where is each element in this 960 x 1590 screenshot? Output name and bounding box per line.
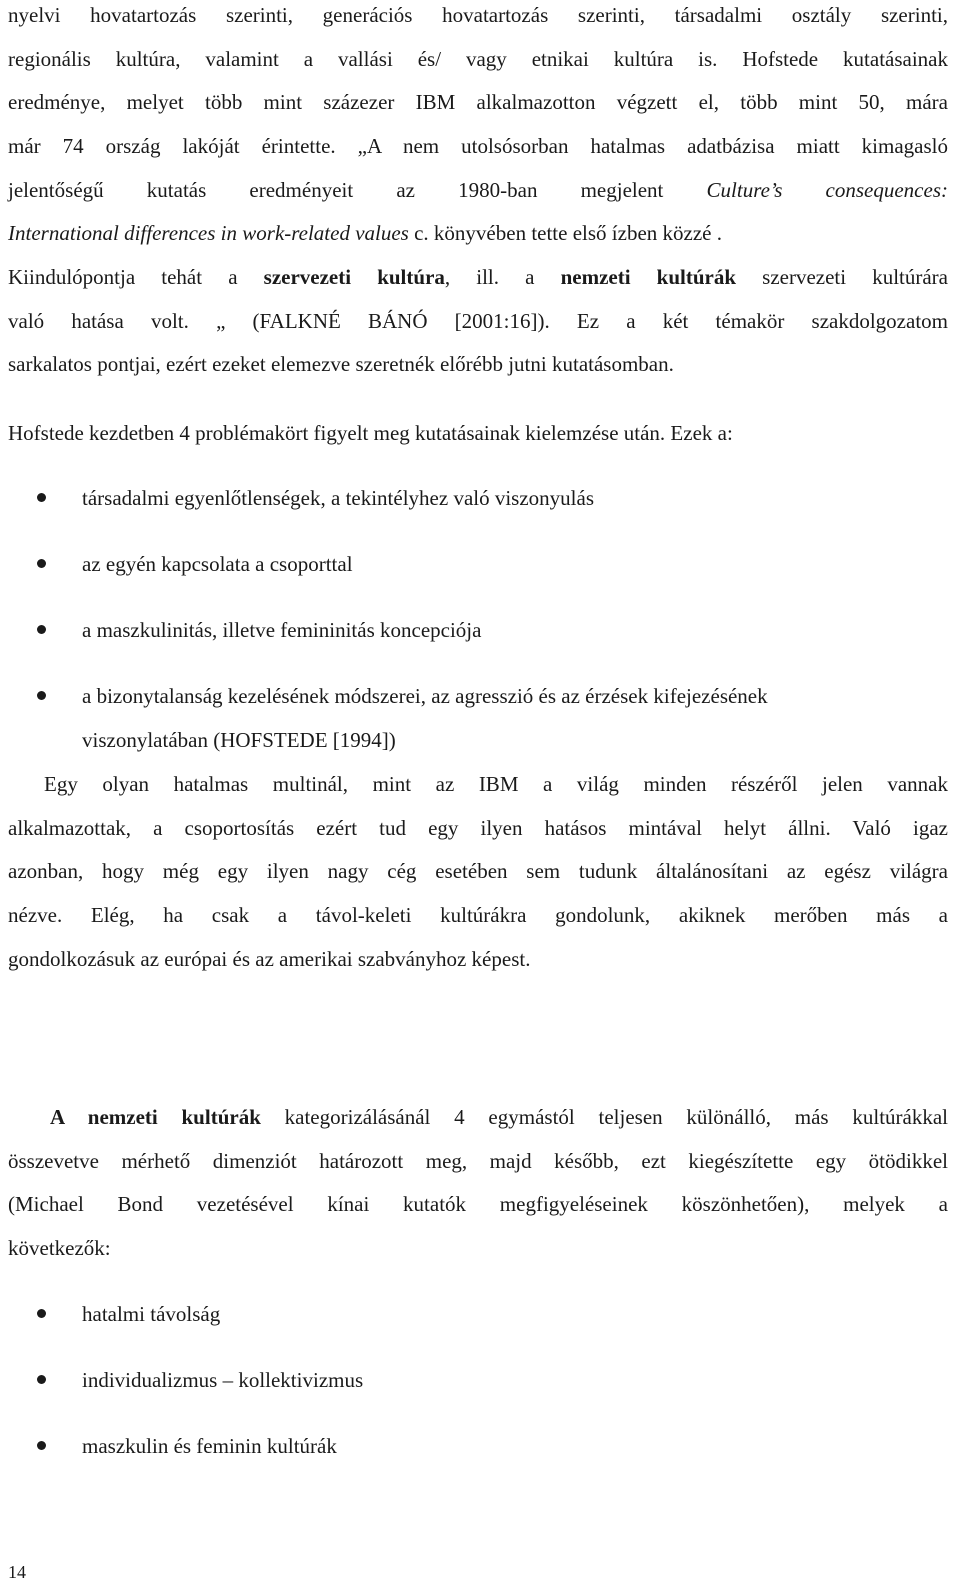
text-span: jelentőségű kutatás eredményeit az 1980-ban megjelent	[8, 178, 707, 202]
text-span: összevetve mérhető dimenziót határozott meg, majd később, ezt kiegészítette egy ötödikkel	[8, 1149, 948, 1173]
text-span: individualizmus – kollektivizmus	[82, 1368, 364, 1392]
list-item	[82, 615, 948, 645]
paragraph-line	[8, 218, 948, 248]
book-title-italic: Culture’s consequences:	[706, 178, 948, 202]
book-title-italic: International differences in work-related values	[8, 221, 409, 245]
text-span: Hofstede kezdetben 4 problémakört figyelt meg kutatásainak kielemzése után. Ezek a:	[8, 421, 733, 445]
text-span: a bizonytalanság kezelésének módszerei, az agresszió és az érzések kifejezésének	[82, 684, 768, 708]
list-item	[82, 549, 948, 579]
text-span: való hatása volt. „ (FALKNÉ BÁNÓ [2001:16]). Ez a két témakör szakdolgozatom	[8, 309, 948, 333]
text-span: már 74 ország lakóját érintette. „A nem utolsósorban hatalmas adatbázisa miatt kimagasló	[8, 134, 948, 158]
text-span: regionális kultúra, valamint a vallási és/ vagy etnikai kultúra is. Hofstede kutatásainak	[8, 47, 948, 71]
paragraph-line	[8, 44, 948, 74]
paragraph-line	[50, 1102, 948, 1132]
list-item	[82, 681, 948, 711]
paragraph-line	[8, 175, 948, 205]
text-span: az egyén kapcsolata a csoporttal	[82, 552, 353, 576]
list-item-continuation	[82, 725, 948, 755]
paragraph-line	[8, 306, 948, 336]
list-item	[82, 483, 948, 513]
text-span: a maszkulinitás, illetve femininitás koncepciója	[82, 618, 482, 642]
bullet-icon	[37, 625, 46, 634]
text-span: Kiindulópontja tehát a	[8, 265, 264, 289]
paragraph-line	[8, 1233, 948, 1263]
bullet-icon	[37, 1441, 46, 1450]
text-span: nyelvi hovatartozás szerinti, generációs hovatartozás szerinti, társadalmi osztály szerinti,	[8, 3, 948, 27]
text-span: sarkalatos pontjai, ezért ezeket elemezve szeretnék előrébb jutni kutatásomban.	[8, 352, 674, 376]
text-span: Egy olyan hatalmas multinál, mint az IBM a világ minden részéről jelen vannak	[44, 772, 948, 796]
text-span: társadalmi egyenlőtlenségek, a tekintélyhez való viszonyulás	[82, 486, 594, 510]
text-span: hatalmi távolság	[82, 1302, 221, 1326]
paragraph-line	[8, 87, 948, 117]
paragraph-line	[8, 349, 948, 379]
text-span: kategorizálásánál 4 egymástól teljesen különálló, más kultúrákkal	[260, 1105, 948, 1129]
text-span: gondolkozásuk az európai és az amerikai szabványhoz képest.	[8, 947, 531, 971]
paragraph-line	[8, 418, 948, 448]
list-item	[82, 1431, 948, 1461]
text-span: szervezeti kultúrára	[736, 265, 949, 289]
text-span: c. könyvében tette első ízben közzé .	[408, 221, 722, 245]
paragraph-line	[8, 813, 948, 843]
text-span: (Michael Bond vezetésével kínai kutatók megfigyeléseinek köszönhetően), melyek a	[8, 1192, 948, 1216]
text-span: azonban, hogy még egy ilyen nagy cég esetében sem tudunk általánosítani az egész világra	[8, 859, 948, 883]
bullet-icon	[37, 1375, 46, 1384]
text-span: viszonylatában (HOFSTEDE [1994])	[82, 728, 396, 752]
bullet-icon	[37, 691, 46, 700]
paragraph-line	[8, 0, 948, 30]
page-number: 14	[8, 1562, 26, 1582]
paragraph-line	[8, 856, 948, 886]
paragraph-line	[8, 262, 948, 292]
bold-term: nemzeti kultúrák	[560, 265, 737, 289]
bullet-icon	[37, 493, 46, 502]
text-span: alkalmazottak, a csoportosítás ezért tud egy ilyen hatásos mintával helyt állni. Való igaz	[8, 816, 948, 840]
paragraph-line	[8, 1146, 948, 1176]
text-span: eredménye, melyet több mint százezer IBM alkalmazotton végzett el, több mint 50, mára	[8, 90, 948, 114]
bold-term: szervezeti kultúra	[263, 265, 445, 289]
paragraph-line	[8, 900, 948, 930]
paragraph-line	[44, 769, 948, 799]
list-item	[82, 1299, 948, 1329]
bullet-icon	[37, 559, 46, 568]
bullet-icon	[37, 1309, 46, 1318]
paragraph-line	[8, 131, 948, 161]
text-span: következők:	[8, 1236, 111, 1260]
bold-term: A nemzeti kultúrák	[50, 1105, 261, 1129]
text-span: maszkulin és feminin kultúrák	[82, 1434, 337, 1458]
paragraph-line	[8, 944, 948, 974]
paragraph-line	[8, 1189, 948, 1219]
text-span: , ill. a	[444, 265, 561, 289]
text-span: nézve. Elég, ha csak a távol-keleti kultúrákra gondolunk, akiknek merőben más a	[8, 903, 948, 927]
list-item	[82, 1365, 948, 1395]
